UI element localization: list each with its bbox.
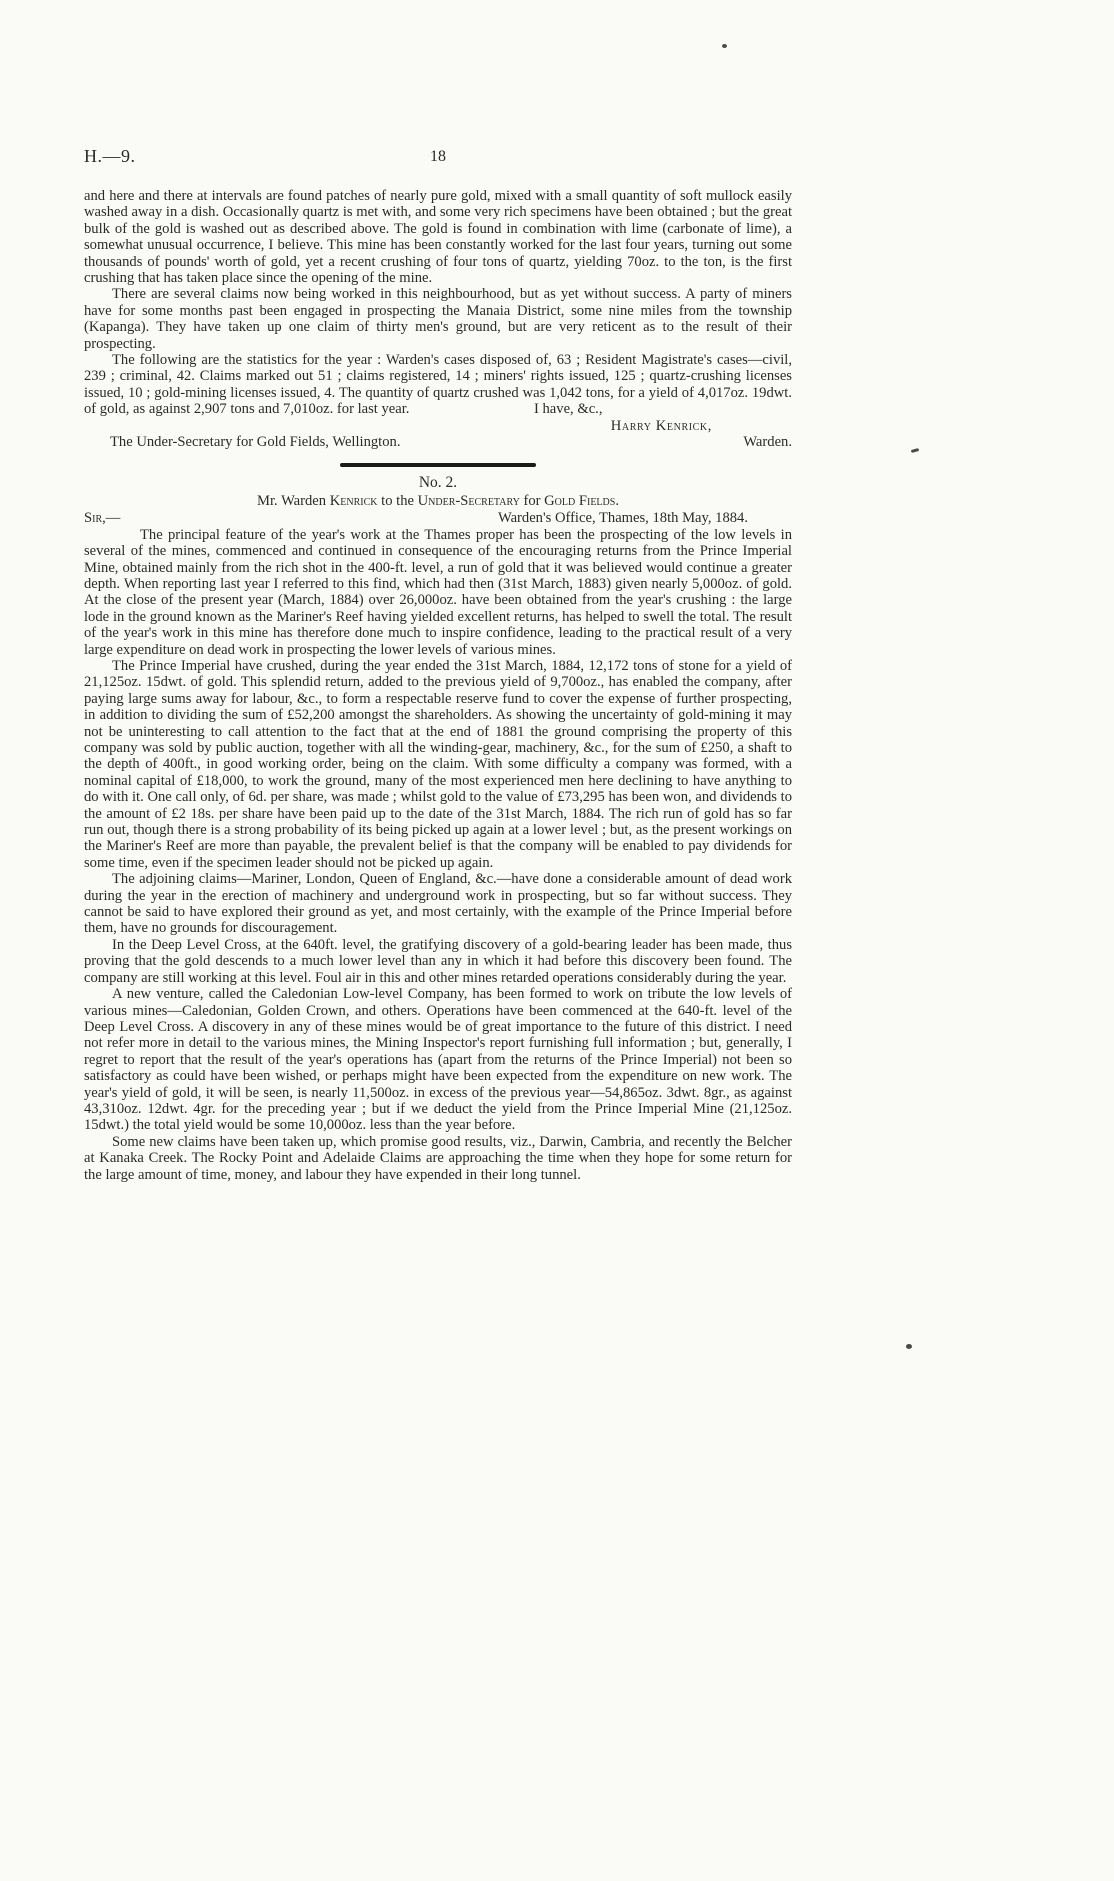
signature-title: Warden. (743, 434, 792, 451)
running-header (84, 146, 792, 170)
section-divider (340, 463, 536, 467)
paragraph: The adjoining claims—Mariner, London, Queen of England, &c.—have done a considerable amount of dead work during the year in the erection of machinery and underground work in prospecting, but so far without success. They cannot be said to have explored their ground as yet, and most certainly, with the example of the Prince Imperial before them, have no grounds for discouragement. (84, 871, 792, 937)
paragraph: The principal feature of the year's work at the Thames proper has been the prospecting of the low levels in several of the mines, commenced and continued in consequence of the encouraging returns from the Prince Imperial Mine, obtained mainly from the rich shot in the 400-ft. level, a run of gold that it was believed would continue a greater depth. When reporting last year I referred to this find, which had then (31st March, 1883) given nearly 5,000oz. of gold. At the close of the present year (March, 1884) over 26,000oz. have been obtained from the year's crushing : the large lode in the ground known as the Mariner's Reef having yielded excellent returns, has helped to swell the total. The result of the year's work in this mine has therefore done much to inspire confidence, leading to the practical result of a very large expenditure on dead work in prospecting the lower levels of various mines. (84, 526, 792, 658)
scan-speck (722, 44, 727, 48)
heading-text: to the (377, 492, 418, 509)
page-number: 18 (430, 148, 446, 165)
salutation: Sir,— (84, 510, 121, 527)
heading-name: Under-Secretary (417, 492, 520, 509)
paragraph: The Prince Imperial have crushed, during the year ended the 31st March, 1884, 12,172 tons of stone for a yield of 21,125oz. 15dwt. of gold. This splendid return, added to the previous yield of 9,700oz., has enabled the company, after paying large sums away for labour, &c., to form a respectable reserve fund to cover the expense of further prospecting, in addition to dividing the sum of £52,200 amongst the shareholders. As showing the uncertainty of gold-mining it may not be uninteresting to call attention to the fact that at the end of 1881 the ground comprising the property of this company was sold by public auction, together with all the winding-gear, machinery, &c., for the sum of £250, a shaft to the depth of 400ft., in good working order, being on the claim. With some difficulty a company was formed, with a nominal capital of £18,000, to work the ground, many of the most experienced men here declining to have anything to do with it. One call only, of 6d. per share, was made ; whilst gold to the value of £73,295 has been won, and dividends to the amount of £2 18s. per share have been paid up to the date of the 31st March, 1884. The rich run of gold has so far run out, though there is a strong probability of its being picked up again at a lower level ; but, as the present workings on the Mariner's Reef are more than payable, the prevalent belief is that the company will be enabled to pay dividends for some time, even if the specimen leader should not be picked up again. (84, 657, 792, 871)
scan-speck (911, 448, 920, 453)
heading-name: Gold Fields (544, 492, 616, 509)
scan-speck (906, 1344, 912, 1349)
paragraph: In the Deep Level Cross, at the 640ft. level, the gratifying discovery of a gold-bearing leader has been made, thus proving that the gold descends to a much lower level than any in which it had before this discovery been found. The company are still working at this level. Foul air in this and other mines retarded operations considerably during the year. (84, 936, 792, 986)
page-body (84, 188, 792, 1183)
heading-text: for (519, 492, 545, 509)
dateline: Warden's Office, Thames, 18th May, 1884. (497, 510, 748, 527)
addressee-line: The Under-Secretary for Gold Fields, Wellington. (110, 434, 401, 451)
paragraph: A new venture, called the Caledonian Low-level Company, has been formed to work on tribute the low levels of various mines—Caledonian, Golden Crown, and others. Operations have been commenced at the 640-ft. level of the Deep Level Cross. A discovery in any of these mines would be of great importance to the future of this district. I need not refer more in detail to the various mines, the Mining Inspector's report furnishing full information ; but, generally, I regret to report that the result of the year's operations has (apart from the returns of the Prince Imperial) not been so satisfactory as could have been wished, or perhaps might have been expected from the expenditure on new work. The year's yield of gold, it will be seen, is nearly 11,500oz. in excess of the previous year—54,865oz. 3dwt. 8gr., as against 43,310oz. 12dwt. 4gr. for the preceding year ; but if we deduct the yield from the Prince Imperial Mine (21,125oz. 15dwt.) the total yield would be some 10,000oz. less than the year before. (84, 986, 792, 1134)
signature-row (84, 434, 792, 450)
paragraph: The following are the statistics for the year : Warden's cases disposed of, 63 ; Resident Magistrate's cases—civil, 239 ; criminal, 42. Claims marked out 51 ; claims registered, 14 ; miners' rights issued, 125 ; quartz-crushing licenses issued, 10 ; gold-mining licenses issued, 4. The quantity of quartz crushed was 1,042 tons, for a yield of 4,017oz. 19dwt. of gold, as against 2,907 tons and 7,010oz. for last year. (84, 352, 792, 418)
heading-text: Mr. Warden (257, 492, 330, 509)
heading-name: Kenrick (329, 492, 378, 509)
letter-heading (84, 493, 792, 509)
paragraph: and here and there at intervals are found patches of nearly pure gold, mixed with a small quantity of soft mullock easily washed away in a dish. Occasionally quartz is met with, and some very rich specimens have been obtained ; but the great bulk of the gold is washed out as described above. The gold is found in combination with lime (carbonate of lime), a somewhat unusual occurrence, I believe. This mine has been constantly worked for the last four years, turning out some thousands of pounds' worth of gold, yet a recent crushing of four tons of quartz, yielding 70oz. to the ton, is the first crushing that has taken place since the opening of the mine. (84, 188, 792, 287)
signature-name: Harry Kenrick, (610, 417, 712, 434)
paragraph: There are several claims now being worked in this neighbourhood, but as yet without success. A party of miners have for some months past been engaged in prospecting the Manaia District, some nine miles from the township (Kapanga). They have taken up one claim of thirty men's ground, but are very reticent as to the result of their prospecting. (84, 286, 792, 352)
paragraph: Some new claims have been taken up, which promise good results, viz., Darwin, Cambria, and recently the Belcher at Kanaka Creek. The Rocky Point and Adelaide Claims are approaching the time when they hope for some return for the large amount of time, money, and labour they have expended in their long tunnel. (84, 1133, 792, 1183)
closing-phrase: I have, &c., (534, 401, 603, 418)
letter-number: No. 2. (418, 473, 458, 491)
report-number: H.—9. (84, 146, 136, 166)
salutation-row (84, 510, 792, 526)
heading-text: . (615, 492, 619, 509)
